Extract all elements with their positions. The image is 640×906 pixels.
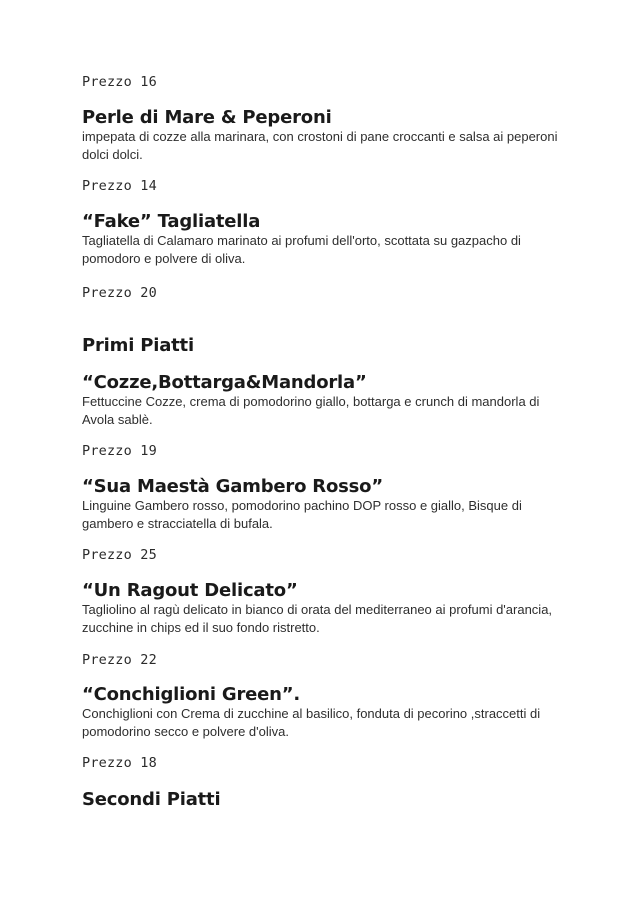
section-title-secondi: Secondi Piatti: [82, 789, 221, 810]
price-label: Prezzo 25: [82, 547, 157, 563]
dish-description: Tagliatella di Calamaro marinato ai profumi dell'orto, scottata su gazpacho di pomodoro e polvere di oliva.: [82, 233, 521, 266]
dish-description: Conchiglioni con Crema di zucchine al basilico, fonduta di pecorino ,straccetti di pomodorino secco e polvere d'oliva.: [82, 706, 541, 739]
dish-description: impepata di cozze alla marinara, con crostoni di pane croccanti e salsa ai peperoni dolci dolci.: [82, 129, 558, 162]
price-label: Prezzo 19: [82, 443, 157, 459]
dish-description: Fettuccine Cozze, crema di pomodorino giallo, bottarga e crunch di mandorla di Avola sablè.: [82, 394, 540, 427]
dish-title: “Sua Maestà Gambero Rosso”: [82, 476, 383, 497]
dish-description: Linguine Gambero rosso, pomodorino pachino DOP rosso e giallo, Bisque di gambero e stracciatella di bufala.: [82, 498, 522, 531]
dish-title: “Un Ragout Delicato”: [82, 580, 298, 601]
price-label: Prezzo 18: [82, 755, 157, 771]
price-label: Prezzo 16: [82, 74, 157, 90]
dish-title: “Conchiglioni Green”.: [82, 684, 301, 705]
dish-description: Tagliolino al ragù delicato in bianco di orata del mediterraneo ai profumi d'arancia, zucchine in chips ed il suo fondo ristretto.: [82, 602, 553, 635]
price-label: Prezzo 14: [82, 178, 157, 194]
dish-title: “Cozze,Bottarga&Mandorla”: [82, 372, 367, 393]
dish-title: Perle di Mare & Peperoni: [82, 107, 332, 128]
section-title-primi: Primi Piatti: [82, 335, 194, 356]
price-label: Prezzo 20: [82, 285, 157, 301]
price-label: Prezzo 22: [82, 652, 157, 668]
dish-title: “Fake” Tagliatella: [82, 211, 261, 232]
